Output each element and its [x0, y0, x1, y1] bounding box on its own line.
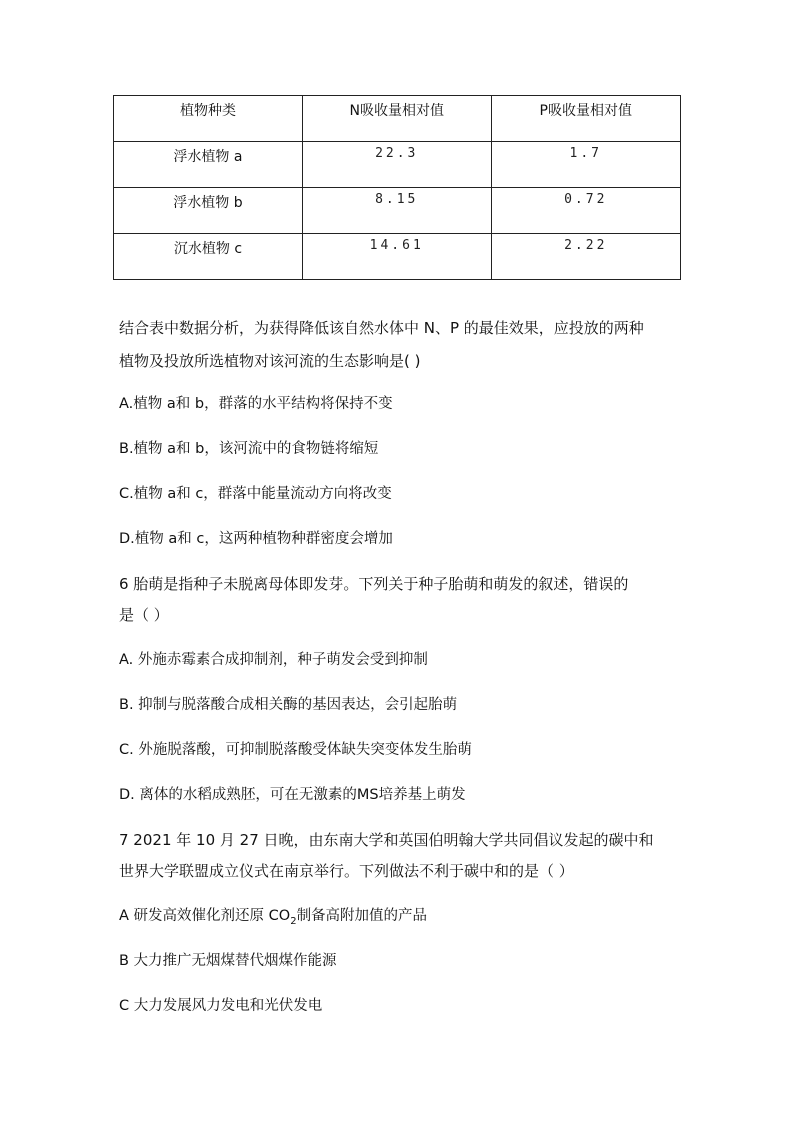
q6-option-d: D. 离体的水稻成熟胚，可在无激素的MS培养基上萌发 — [119, 787, 466, 803]
q6-option-a: A. 外施赤霉素合成抑制剂，种子萌发会受到抑制 — [119, 652, 428, 668]
table-cell: 14.61 — [302, 234, 491, 280]
table-cell: 1.7 — [491, 142, 680, 188]
table-header-cell: P吸收量相对值 — [491, 96, 680, 142]
q7-option-a-text: A 研发高效催化剂还原 CO — [119, 908, 291, 924]
table-header-cell: N吸收量相对值 — [302, 96, 491, 142]
q6-option-b: B. 抑制与脱落酸合成相关酶的基因表达，会引起胎萌 — [119, 697, 458, 713]
table-cell: 浮水植物 a — [114, 142, 303, 188]
q6-option-c: C. 外施脱落酸，可抑制脱落酸受体缺失突变体发生胎萌 — [119, 742, 472, 758]
q6-stem-line-2: 是（ ） — [119, 606, 169, 624]
q5-option-c: C.植物 a和 c，群落中能量流动方向将改变 — [119, 486, 392, 502]
q5-option-d: D.植物 a和 c，这两种植物种群密度会增加 — [119, 531, 393, 547]
table-header-row — [114, 96, 681, 142]
q5-option-b: B.植物 a和 b，该河流中的食物链将缩短 — [119, 441, 379, 457]
q7-option-a — [119, 906, 427, 932]
q7-stem-line-2: 世界大学联盟成立仪式在南京举行。下列做法不利于碳中和的是（ ） — [119, 862, 574, 880]
q7-stem-line-1: 7 2021 年 10 月 27 日晚，由东南大学和英国伯明翰大学共同倡议发起的碳中和 — [119, 831, 654, 849]
table-row — [114, 142, 681, 188]
q7-option-b: B 大力推广无烟煤替代烟煤作能源 — [119, 953, 337, 969]
table-cell: 浮水植物 b — [114, 188, 303, 234]
q6-stem-line-1: 6 胎萌是指种子未脱离母体即发芽。下列关于种子胎萌和萌发的叙述，错误的 — [119, 575, 629, 593]
table-cell: 0.72 — [491, 188, 680, 234]
q7-option-c: C 大力发展风力发电和光伏发电 — [119, 998, 323, 1014]
q7-option-a-subscript: 2 — [290, 915, 297, 927]
q5-stem-line-2: 植物及投放所选植物对该河流的生态影响是( ) — [119, 352, 421, 370]
table-cell: 2.22 — [491, 234, 680, 280]
table-cell: 22.3 — [302, 142, 491, 188]
table-row — [114, 234, 681, 280]
table-cell: 沉水植物 c — [114, 234, 303, 280]
q7-option-a-text-rest: 制备高附加值的产品 — [296, 908, 428, 924]
table-row — [114, 188, 681, 234]
q5-stem-line-1: 结合表中数据分析，为获得降低该自然水体中 N、P 的最佳效果，应投放的两种 — [119, 319, 644, 337]
q5-option-a: A.植物 a和 b，群落的水平结构将保持不变 — [119, 396, 393, 412]
absorption-table — [113, 95, 681, 280]
table-header-cell: 植物种类 — [114, 96, 303, 142]
table-cell: 8.15 — [302, 188, 491, 234]
